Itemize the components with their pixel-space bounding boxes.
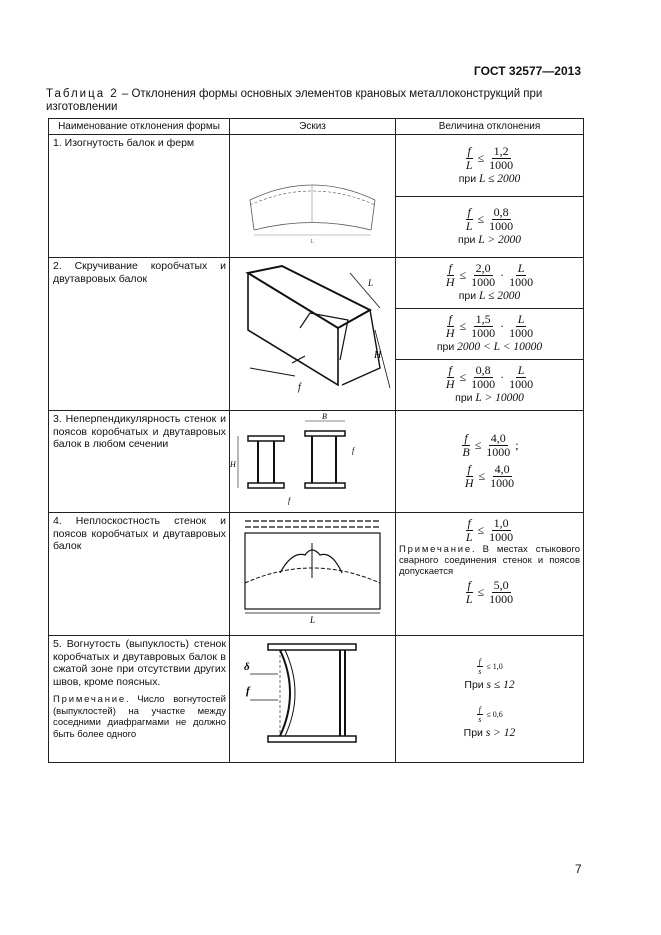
value-block: f H ≤ 2,0 1000 · L 1000 при L ≤ 2000 — [396, 258, 583, 309]
table-row — [49, 411, 584, 513]
table-header-row — [49, 119, 584, 135]
table-row — [49, 636, 584, 763]
row-name: 4. Неплоскостность стенок и поясов коробчатых и двутавровых балок — [53, 515, 226, 552]
row-note: Примечание. Число вогнутостей (выпуклостей) на участке между соседними диафрагмами не должно быть более одного — [53, 694, 226, 740]
value-block: f L ≤ 0,8 1000 при L > 2000 — [458, 205, 521, 246]
row-name — [49, 636, 229, 740]
sketch-cell — [230, 636, 396, 763]
row-name-text: 5. Вогнутость (выпуклость) стенок коробчатых и двутавровых балок в сжатой зоне при отсутствии других швов, кроме поясных. — [53, 638, 226, 688]
sketch-cell — [230, 513, 396, 636]
sketch-label: f — [246, 685, 250, 697]
sketch-cell — [230, 258, 396, 411]
table-row — [49, 513, 584, 636]
flatness-sketch — [230, 513, 394, 633]
sketch-label: f — [298, 382, 301, 393]
sketch-label: H — [374, 350, 382, 361]
value-block: f H ≤ 1,5 1000 · L 1000 при 2000 < L < 10000 — [396, 309, 583, 360]
value-block: f L ≤ 1,2 1000 при L ≤ 2000 — [396, 135, 583, 197]
page-number: 7 — [575, 862, 582, 876]
sketch-label: f — [288, 496, 291, 505]
sketch-cell — [230, 411, 396, 513]
sketch-label: L — [310, 239, 314, 245]
convexity-sketch — [230, 636, 394, 760]
table-row — [49, 258, 584, 411]
table-caption-label: Таблица 2 — [46, 88, 119, 100]
column-header: Наименование отклонения формы — [49, 119, 230, 135]
value-block: f H ≤ 0,8 1000 · L 1000 при L > 10000 — [445, 363, 534, 404]
sketch-label: B — [322, 412, 327, 421]
column-header: Величина отклонения — [396, 119, 584, 135]
perpendicularity-sketch — [230, 411, 394, 511]
row-name: 3. Неперпендикулярность стенок и поясов коробчатых и двутавровых балок в любом сечении — [53, 413, 226, 450]
table-caption — [46, 88, 584, 114]
value-block: $\frac{f}{s}$ ≤ 1,0 При s ≤ 12 $\frac{f}{s}$ ≤ 0,6 При s > 12 — [463, 657, 516, 739]
table-caption-text: – Отклонения формы основных элементов крановых металлоконструкций при изготовлении — [46, 88, 543, 113]
value-note: Примечание. В местах стыкового сварного соединения стенок и поясов допускается — [399, 544, 580, 577]
sketch-cell — [230, 135, 396, 258]
box-beam-twist-sketch — [230, 258, 394, 408]
row-name: 1. Изогнутость балок и ферм — [53, 137, 195, 149]
table-row — [49, 135, 584, 258]
value-block: f L ≤ 1,0 1000 Примечание. В местах стыкового сварного соединения стенок и поясов допускается f L ≤ 5,0 1000 — [396, 513, 583, 635]
row-name: 2. Скручивание коробчатых и двутавровых балок — [53, 260, 226, 285]
beam-bend-sketch — [230, 135, 394, 255]
sketch-label: f — [352, 446, 355, 455]
deviation-table — [48, 118, 584, 763]
sketch-label: H — [230, 460, 236, 469]
sketch-label: L — [310, 615, 316, 625]
column-header: Эскиз — [230, 119, 396, 135]
document-header: ГОСТ 32577—2013 — [473, 64, 581, 78]
sketch-label: δ — [244, 661, 250, 673]
sketch-label: L — [368, 278, 374, 288]
value-block: f B ≤ 4,0 1000 ; f H ≤ 4,0 1000 — [462, 431, 519, 490]
